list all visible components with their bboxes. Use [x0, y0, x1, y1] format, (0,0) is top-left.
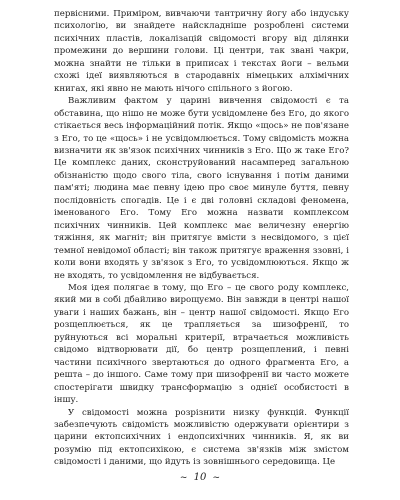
paragraph-4: У свідомості можна розрізнити низку функцій. Функції забезпечують свідомість можливістю одержувати орієнтири з царини ектопсихічних і ендопсихічних чинників. Я, як ви розумію під ектопсихікою, є система зв'язків між змістом свідомості і даними, що йдуть із зовнішнього середовища. Це [54, 407, 349, 468]
page-footer [0, 472, 400, 483]
right-ornament-icon: ~ [212, 473, 221, 483]
page-body [54, 8, 349, 469]
page-number: 10 [193, 472, 207, 483]
left-ornament-icon: ~ [179, 473, 188, 483]
paragraph-1: первісними. Приміром, вивчаючи тантричну йогу або індуську психологію, ви знайдете найскладніше розроблені системи психічних пластів, локалізацій свідомості вгору від ділянки промежини до вершини голови. Ці центри, так звані чакри, можна знайти не тільки в приписах і текстах йоги – вельми схожі ідеї виявляються в стародавніх німецьких алхімічних книгах, які явно не мають нічого спільного з йогою. [54, 9, 349, 94]
paragraph-2: Важливим фактом у царині вивчення свідомості є та обставина, що нішо не може бути усвідомлене без Его, до якого стікається весь інформаційний потік. Якщо «щось» не пов'язане з Его, то це «щось» і не усвідомлюється. Тому свідомість можна визначити як зв'язок психічних чинників з Его. Що ж таке Его? Це комплекс даних, сконструйований насамперед загальною обізнаністю щодо свого тіла, свого існування і потім даними пам'яті; людина має певну ідею про своє минуле буття, певну послідовність спогадів. Це і є дві головні складові феномена, іменованого Его. Тому Его можна назвати комплексом психічних чинників. Цей комплекс має величезну енергію тяжіння, як магніт; він притягує вмісти з несвідомого, з цієї темної невідомої області; він також притягує враження ззовні, і коли вони входять у зв'язок з Его, то усвідомлюються. Якщо ж не входять, то усвідомлення не відбувається. [54, 96, 349, 281]
paragraph-3: Моя ідея полягає в тому, що Его – це свого роду комплекс, який ми в собі дбайливо вирощуємо. Він завжди в центрі нашої уваги і наших бажань, він – центр нашої свідомості. Якщо Его розщеплюється, як це трапляється за шизофренії, то руйнуються всі моральні критерії, втрачається можливість свідомо відтворювати дії, бо центр розщеплений, і певні частини психічного звертаються до одного фрагмента Его, а решта – до іншого. Саме тому при шизофренії ви часто можете спостерігати швидку трансформацію з однієї особистості в іншу. [54, 282, 349, 406]
